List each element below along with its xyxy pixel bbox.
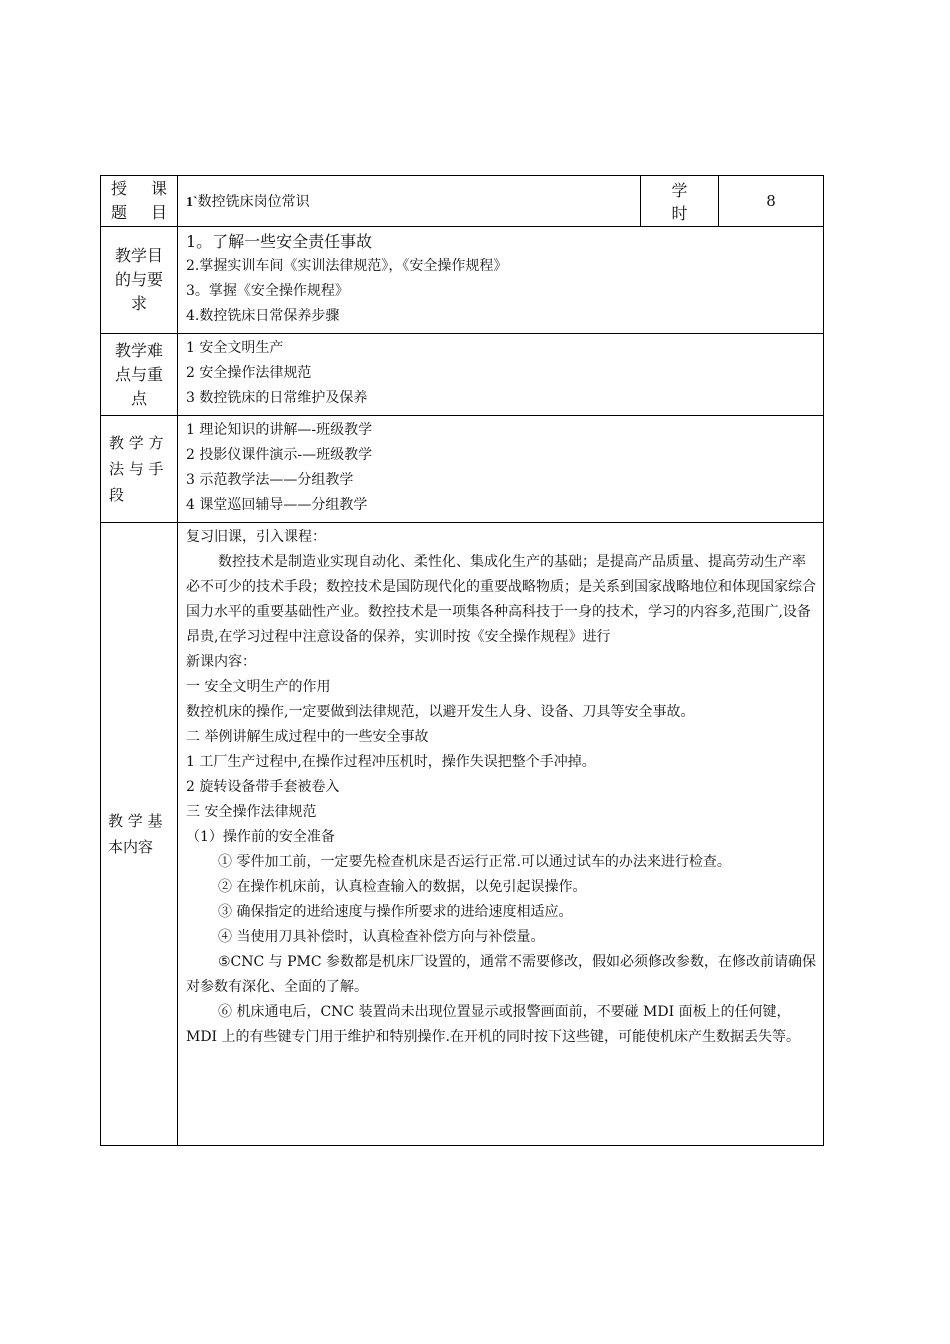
title-row	[101, 176, 824, 227]
section-2-item: 1 工厂生产过程中,在操作过程冲压机时，操作失误把整个手冲掉。	[186, 754, 596, 770]
section-2-heading: 二 举例讲解生成过程中的一些安全事故	[186, 729, 429, 745]
objective-item: 2.掌握实训车间《实训法律规范》，《安全操作规程》	[186, 258, 508, 274]
section-1-heading: 一 安全文明生产的作用	[186, 679, 331, 695]
intro-paragraph: 数控技术是制造业实现自动化、柔性化、集成化生产的基础；是提高产品质量、提高劳动生产率必不可少的技术手段；数控技术是国防现代化的重要战略物质；是关系到国家战略地位和体现国家综合国力水平的重要基础性产业。数控技术是一项集各种高科技于一身的技术，学习的内容多,范围广,设备昂贵,在学习过程中注意设备的保养，实训时按《安全操作规程》进行	[186, 554, 816, 645]
course-title-text: 数控铣床岗位常识	[197, 194, 310, 210]
section-2-item: 2 旋转设备带手套被卷入	[186, 779, 340, 795]
method-item: 3 示范教学法——分组教学	[186, 472, 354, 488]
course-title	[178, 176, 641, 227]
key-points-row	[101, 334, 824, 416]
method-item: 1 理论知识的讲解—-班级教学	[186, 422, 373, 438]
content-body	[178, 523, 824, 1146]
new-content-heading: 新课内容：	[186, 654, 256, 670]
safety-step: ① 零件加工前，一定要先检查机床是否运行正常.可以通过试车的办法来进行检查。	[218, 854, 731, 870]
methods-content	[178, 416, 824, 523]
objective-item: 1。了解一些安全责任事故	[186, 232, 373, 251]
method-item: 2 投影仪课件演示-—班级教学	[186, 447, 373, 463]
safety-step: ⑤CNC 与 PMC 参数都是机床厂设置的，通常不需要修改，假如必须修改参数，在修改前请确保对参数有深化、全面的了解。	[186, 954, 817, 995]
key-point-item: 1 安全文明生产	[186, 340, 284, 356]
objectives-label: 教学目的与要求	[101, 227, 178, 334]
lesson-plan-table	[100, 175, 824, 1146]
method-item: 4 课堂巡回辅导——分组教学	[186, 497, 368, 513]
content-row	[101, 523, 824, 1146]
content-label: 教 学 基 本内容	[101, 523, 178, 1146]
key-point-item: 3 数控铣床的日常维护及保养	[186, 390, 368, 406]
methods-label: 教 学 方 法 与 手 段	[101, 416, 178, 523]
section-1-text: 数控机床的操作,一定要做到法律规范，以避开发生人身、设备、刀具等安全事故。	[186, 704, 695, 720]
safety-step: ④ 当使用刀具补偿时，认真检查补偿方向与补偿量。	[218, 929, 545, 945]
hours-value: 8	[719, 176, 824, 227]
section-3-heading: 三 安全操作法律规范	[186, 804, 317, 820]
objective-item: 3。掌握《安全操作规程》	[186, 283, 349, 299]
objectives-content	[178, 227, 824, 334]
methods-row	[101, 416, 824, 523]
review-heading: 复习旧课，引入课程：	[186, 529, 326, 545]
key-points-content	[178, 334, 824, 416]
objective-item: 4.数控铣床日常保养步骤	[186, 308, 340, 324]
objectives-row	[101, 227, 824, 334]
safety-step: ③ 确保指定的进给速度与操作所要求的进给速度相适应。	[218, 904, 573, 920]
safety-step: ⑥ 机床通电后，CNC 装置尚未出现位置显示或报警画面前，不要碰 MDI 面板上的任何键，MDI 上的有些键专门用于维护和特别操作.在开机的同时按下这些键，可能使机床产生数据丢失等。	[186, 1004, 800, 1045]
key-point-item: 2 安全操作法律规范	[186, 365, 312, 381]
hours-label: 学 时	[641, 176, 719, 227]
key-points-label: 教学难点与重点	[101, 334, 178, 416]
section-3-subheading: （1）操作前的安全准备	[186, 829, 335, 845]
title-label: 授 课 题 目	[101, 176, 178, 227]
course-title-prefix: 1`	[186, 195, 198, 210]
safety-step: ② 在操作机床前，认真检查输入的数据，以免引起误操作。	[218, 879, 587, 895]
